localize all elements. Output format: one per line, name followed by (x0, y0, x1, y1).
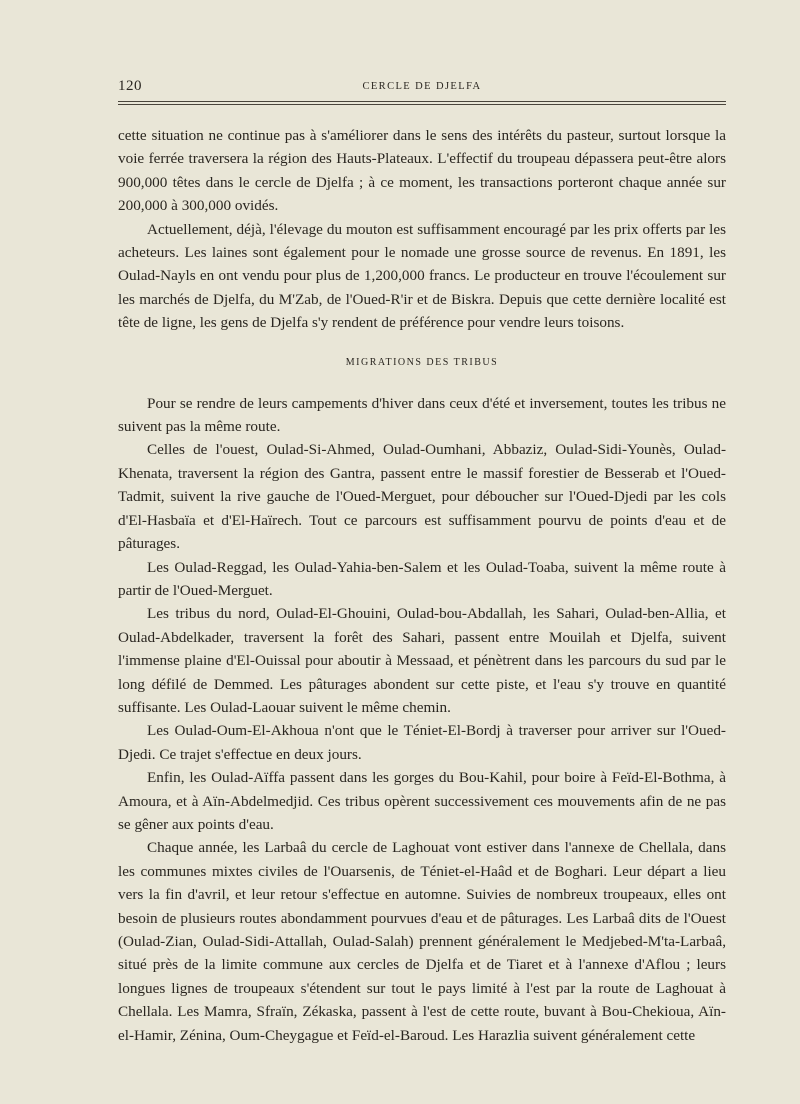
paragraph: Les Oulad-Oum-El-Akhoua n'ont que le Téniet-El-Bordj à traverser pour arriver sur l'Oued-Djedi. Ce trajet s'effectue en deux jours. (118, 722, 726, 763)
paragraph: Pour se rendre de leurs campements d'hiver dans ceux d'été et inversement, toutes les tribus ne suivent pas la même route. (118, 394, 726, 436)
paragraph: Actuellement, déjà, l'élevage du mouton est suffisamment encouragé par les prix offerts par les acheteurs. Les laines sont également pour le nomade une grosse source de revenus. En 1891, les Oulad-Nayls en ont vendu pour plus de 1,200,000 francs. Le producteur en trouve l'écoulement sur les marchés de Djelfa, du M'Zab, de l'Oued-R'ir et de Biskra. Depuis que cette dernière localité est tête de ligne, les gens de Djelfa s'y rendent de préférence pour vendre leurs toisons. (118, 220, 726, 332)
paragraph: Les Oulad-Reggad, les Oulad-Yahia-ben-Salem et les Oulad-Toaba, suivent la même route à partir de l'Oued-Merguet. (118, 558, 726, 599)
running-title: CERCLE DE DJELFA (362, 81, 482, 92)
paragraph: cette situation ne continue pas à s'améliorer dans le sens des intérêts du pasteur, surtout lorsque la voie ferrée traversera la région des Hauts-Plateaux. L'effectif du troupeau dépassera peut-être alors 900,000 têtes dans le cercle de Djelfa ; à ce moment, les transactions porteront chaque année sur 200,000 à 300,000 ovidés. (118, 127, 726, 215)
page-header (118, 78, 726, 100)
paragraph: Enfin, les Oulad-Aïffa passent dans les gorges du Bou-Kahil, pour boire à Feïd-El-Bothma, à Amoura, et à Aïn-Abdelmedjid. Ces tribus opèrent successivement ces mouvements afin de ne pas se gêner aux points d'eau. (118, 769, 726, 833)
paragraph: Les tribus du nord, Oulad-El-Ghouini, Oulad-bou-Abdallah, les Sahari, Oulad-ben-Allia, et Oulad-Abdelkader, traversent la forêt des Sahari, passent entre Mouilah et Djelfa, suivent l'immense plaine d'El-Ouissal pour aboutir à Messaad, et pénètrent dans les parcours du sud par le long défilé de Demmed. Les pâturages abondent sur cette piste, et l'eau s'y trouve en quantité suffisante. Les Oulad-Laouar suivent le même chemin. (118, 605, 726, 716)
header-rule (118, 101, 726, 105)
page-number: 120 (118, 78, 142, 94)
section-heading: MIGRATIONS DES TRIBUS (345, 356, 499, 368)
body-text (118, 124, 726, 1047)
paragraph: Chaque année, les Larbaâ du cercle de Laghouat vont estiver dans l'annexe de Chellala, dans les communes mixtes civiles de l'Ouarsenis, de Téniet-el-Haâd et de Boghari. Leur départ a lieu vers la fin d'avril, et leur retour s'effectue en automne. Suivies de nombreux troupeaux, elles ont besoin de plusieurs routes abondamment pourvues d'eau et de pâturages. Les Larbaâ dits de l'Ouest (Oulad-Zian, Oulad-Sidi-Attallah, Oulad-Salah) prennent généralement le Medjebed-M'ta-Larbaâ, situé près de la limite commune aux cercles de Djelfa et de Tiaret et à l'annexe d'Aflou ; leurs longues lignes de troupeaux s'étendent sur tout le pays limité à l'est par la route de Laghouat à Chellala. Les Mamra, Sfraïn, Zékaska, passent à l'est de cette route, buvant à Bou-Chekioua, Aïn-el-Hamir, Zénina, Oum-Cheygague et Feïd-el-Baroud. Les Harazlia suivent généralement cette (118, 839, 726, 1044)
paragraph: Celles de l'ouest, Oulad-Si-Ahmed, Oulad-Oumhani, Abbaziz, Oulad-Sidi-Younès, Oulad-Khenata, traversent la région des Gantra, passent entre le massif forestier de Besserab et l'Oued-Tadmit, suivent la rive gauche de l'Oued-Merguet, pour déboucher sur l'Oued-Djedi par les cols d'El-Hasbaïa et d'El-Haïrech. Tout ce parcours est suffisamment pourvu de points d'eau et de pâturages. (118, 441, 726, 553)
